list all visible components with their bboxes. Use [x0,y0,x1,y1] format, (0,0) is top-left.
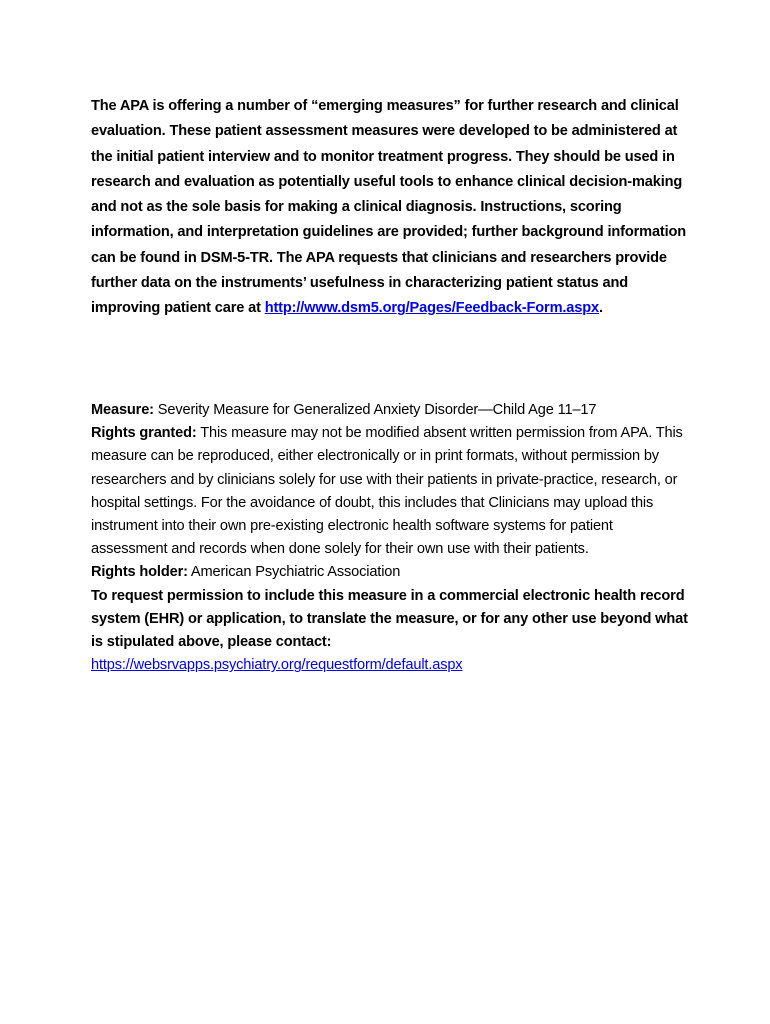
intro-paragraph [91,94,691,322]
rights-section [91,399,691,677]
rights-granted-label: Rights granted: [91,425,197,442]
intro-text-block [91,94,691,322]
intro-trailing-period: . [598,300,603,317]
request-form-link[interactable]: https://websrvapps.psychiatry.org/requestform/default.aspx [91,657,463,674]
intro-text: The APA is offering a number of “emerging measures” for further research and clinical evaluation. These patient assessment measures were developed to be administered at the initial patient interview and to monitor treatment progress. They should be used in research and evaluation as potentially useful tools to enhance clinical decision-making and not as the sole basis for making a clinical diagnosis. Instructions, scoring information, and interpretation guidelines are provided; further background information can be found in DSM-5-TR. The APA requests that clinicians and researchers provide further data on the instruments’ usefulness in characterizing patient status and improving patient care at [91,98,687,317]
rights-holder-value: American Psychiatric Association [187,564,401,581]
rights-holder-line [91,561,691,584]
request-form-link-line [91,654,691,677]
permission-request-text: To request permission to include this measure in a commercial electronic health record system (EHR) or application, to translate the measure, or for any other use beyond what is stipulated above, please contact: [91,587,688,651]
measure-label: Measure: [91,402,154,418]
rights-granted-paragraph [91,422,691,561]
rights-holder-label: Rights holder: [91,564,188,581]
measure-line [91,399,691,422]
feedback-form-link[interactable]: http://www.dsm5.org/Pages/Feedback-Form.aspx [264,300,599,317]
measure-value: Severity Measure for Generalized Anxiety Disorder—Child Age 11–17 [153,402,597,418]
rights-granted-value: This measure may not be modified absent written permission from APA. This measure can be reproduced, either electronically or in print formats, without permission by researchers and by clinicians solely for use with their patients in private-practice, research, or hospital settings. For the avoidance of doubt, this includes that Clinicians may upload this instrument into their own pre-existing electronic health software systems for patient assessment and records when done solely for their own use with their patients. [91,425,683,558]
